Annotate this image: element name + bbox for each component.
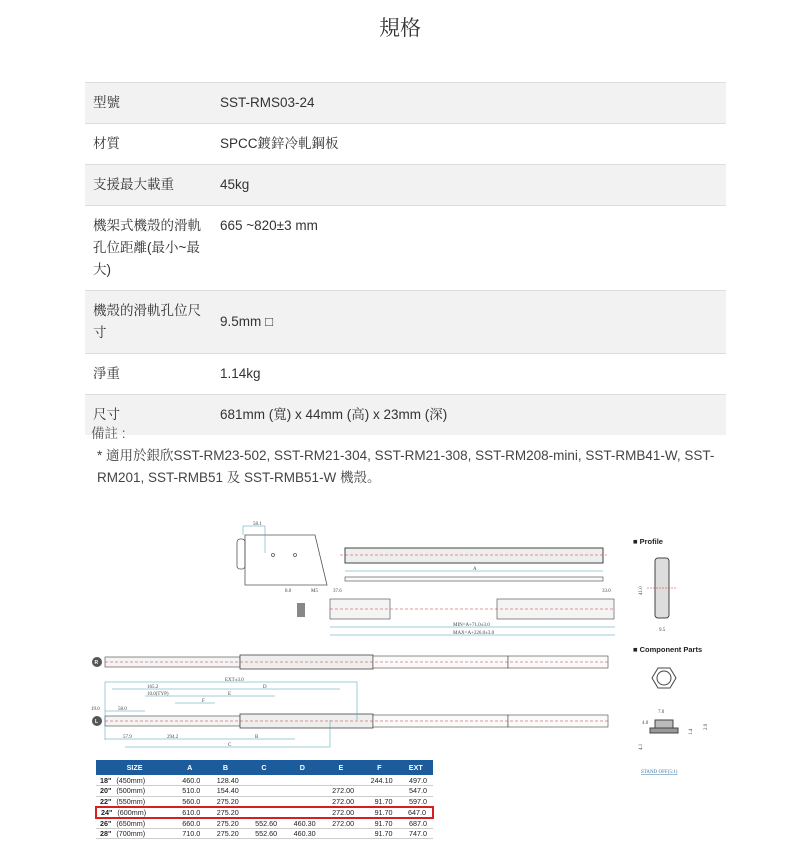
svg-text:L: L: [95, 719, 99, 725]
size-mm: (650mm): [116, 818, 146, 828]
dim-4-1: 4.1: [639, 743, 644, 750]
spec-value: SPCC鍍鋅冷軋鋼板: [212, 124, 726, 165]
size-inch: 26": [100, 818, 112, 828]
spec-label: 型號: [85, 83, 212, 124]
component-heading: ■ Component Parts: [633, 645, 703, 654]
dim-58-0: 58.0: [118, 707, 127, 712]
size-value-c: [245, 796, 283, 807]
spec-value: 1.14kg: [212, 354, 726, 395]
size-value-d: 460.30: [283, 828, 321, 839]
size-value-c: 552.60: [245, 828, 283, 839]
dim-c: C: [228, 743, 232, 748]
dim-8: 8.0: [285, 589, 292, 594]
spec-row: [85, 206, 726, 291]
spec-label: 機架式機殼的滑軌孔位距離(最小~最大): [85, 206, 212, 291]
col-ext: EXT: [399, 760, 433, 775]
col-e: E: [322, 760, 360, 775]
size-value-c: [245, 775, 283, 786]
col-d: D: [283, 760, 321, 775]
size-value-e: 272.00: [322, 818, 360, 829]
size-value-e: 272.00: [322, 786, 360, 797]
page-title: 規格: [379, 17, 421, 40]
spec-label: 材質: [85, 124, 212, 165]
size-row: [96, 818, 433, 829]
spec-label: 淨重: [85, 354, 212, 395]
size-value-d: [283, 807, 321, 818]
col-size: SIZE: [96, 760, 173, 775]
size-row: [96, 775, 433, 786]
size-cell: [96, 775, 173, 786]
rail-left: [92, 714, 610, 728]
spec-label: 支援最大載重: [85, 165, 212, 206]
dim-f: F: [202, 699, 205, 704]
size-value-b: 275.20: [206, 807, 244, 818]
size-value-d: [283, 786, 321, 797]
dim-9-5: 9.5: [659, 628, 666, 633]
dim-33: 33.0: [602, 589, 611, 594]
size-value-f: 244.10: [360, 775, 398, 786]
spec-table: [85, 82, 726, 435]
profile-heading: ■ Profile: [633, 537, 663, 546]
spec-row: [85, 124, 726, 165]
size-value-ext: 687.0: [399, 818, 433, 829]
spec-label: 尺寸: [85, 395, 212, 436]
svg-text:R: R: [94, 660, 99, 666]
size-value-b: 275.20: [206, 796, 244, 807]
size-value-a: 610.0: [173, 807, 206, 818]
dim-57-9: 57.9: [123, 735, 132, 740]
size-value-e: 272.00: [322, 807, 360, 818]
dim-37-6: 37.6: [333, 589, 342, 594]
size-value-ext: 597.0: [399, 796, 433, 807]
size-value-ext: 747.0: [399, 828, 433, 839]
size-inch: 28": [100, 828, 112, 838]
size-value-f: 91.70: [360, 818, 398, 829]
dim-2-9: 2.9: [704, 723, 709, 730]
size-cell: [96, 807, 173, 818]
size-mm: (450mm): [116, 775, 146, 785]
size-mm: (550mm): [116, 796, 146, 806]
spec-row: [85, 83, 726, 124]
size-inch: 24": [101, 807, 113, 817]
size-value-f: [360, 786, 398, 797]
size-inch: 22": [100, 796, 112, 806]
size-value-b: 275.20: [206, 818, 244, 829]
size-mm: (500mm): [116, 786, 146, 796]
notes-heading: 備註 :: [91, 426, 126, 441]
col-b: B: [206, 760, 244, 775]
col-c: C: [245, 760, 283, 775]
spec-value: 45kg: [212, 165, 726, 206]
size-value-c: [245, 807, 283, 818]
dim-294: 294.2: [167, 735, 179, 740]
dim-ext: EXT±3.0: [225, 678, 244, 683]
size-value-b: 154.40: [206, 786, 244, 797]
size-value-c: 552.60: [245, 818, 283, 829]
spec-value: 665 ~820±3 mm: [212, 206, 726, 291]
size-row: [96, 786, 433, 797]
size-inch: 18": [100, 775, 112, 785]
dim-m5: M5: [311, 589, 318, 594]
dim-19: 19.0: [91, 707, 100, 712]
spec-row: [85, 395, 726, 436]
dim-7: 7.0: [658, 710, 665, 715]
dim-min: MIN=A+71.0±3.0: [453, 623, 490, 628]
size-value-b: 128.40: [206, 775, 244, 786]
size-cell: [96, 828, 173, 839]
size-cell: [96, 818, 173, 829]
size-table: [95, 760, 434, 839]
rail-right: [92, 655, 610, 669]
size-value-ext: 547.0: [399, 786, 433, 797]
size-row: [96, 807, 433, 818]
rail-drawing: [85, 515, 725, 775]
dim-a: A: [473, 567, 477, 572]
size-value-f: 91.70: [360, 807, 398, 818]
size-value-a: 660.0: [173, 818, 206, 829]
dim-165: 165.2: [147, 685, 159, 690]
dim-max: MAX=A+226.0±3.0: [453, 631, 495, 636]
size-mm: (600mm): [117, 807, 147, 817]
spec-value: SST-RMS03-24: [212, 83, 726, 124]
spec-row: [85, 354, 726, 395]
size-row: [96, 828, 433, 839]
size-value-d: [283, 775, 321, 786]
spec-row: [85, 291, 726, 354]
size-row: [96, 796, 433, 807]
size-value-e: [322, 828, 360, 839]
spec-label: 機殼的滑軌孔位尺寸: [85, 291, 212, 354]
size-value-a: 510.0: [173, 786, 206, 797]
size-value-a: 460.0: [173, 775, 206, 786]
size-value-e: 272.00: [322, 796, 360, 807]
size-value-f: 91.70: [360, 796, 398, 807]
dim-41: 41.0: [639, 586, 644, 595]
size-value-d: 460.30: [283, 818, 321, 829]
size-value-b: 275.20: [206, 828, 244, 839]
size-value-e: [322, 775, 360, 786]
size-cell: [96, 796, 173, 807]
rail-section: [297, 603, 305, 617]
size-value-d: [283, 796, 321, 807]
dim-e: E: [228, 692, 232, 697]
size-inch: 20": [100, 786, 112, 796]
rail-top: [340, 548, 607, 581]
size-mm: (700mm): [116, 828, 146, 838]
size-value-f: 91.70: [360, 828, 398, 839]
size-value-ext: 497.0: [399, 775, 433, 786]
dim-1-4: 1.4: [689, 728, 694, 735]
standoff-label: STAND OFF(5:1): [641, 770, 678, 775]
dim-10typ: 10.0(TYP): [147, 692, 169, 697]
notes-text: * 適用於銀欣SST-RM23-502, SST-RM21-304, SST-RM21-308, SST-RM208-mini, SST-RMB41-W, SST-RM201, SST-RMB51 及 SST-RMB51-W 機殼。: [97, 448, 715, 485]
size-cell: [96, 786, 173, 797]
dim-58: 58.1: [253, 522, 262, 527]
size-value-a: 560.0: [173, 796, 206, 807]
size-value-ext: 647.0: [399, 807, 433, 818]
col-a: A: [173, 760, 206, 775]
spec-value: 9.5mm □: [212, 291, 726, 354]
spec-value: 681mm (寬) x 44mm (高) x 23mm (深): [212, 395, 726, 436]
rail-ends: [330, 599, 615, 619]
size-value-c: [245, 786, 283, 797]
chassis-bracket: [237, 535, 327, 585]
dim-d: D: [263, 685, 267, 690]
spec-row: [85, 165, 726, 206]
dim-4: 4.0: [642, 721, 649, 726]
dim-b: B: [255, 735, 259, 740]
col-f: F: [360, 760, 398, 775]
size-value-a: 710.0: [173, 828, 206, 839]
